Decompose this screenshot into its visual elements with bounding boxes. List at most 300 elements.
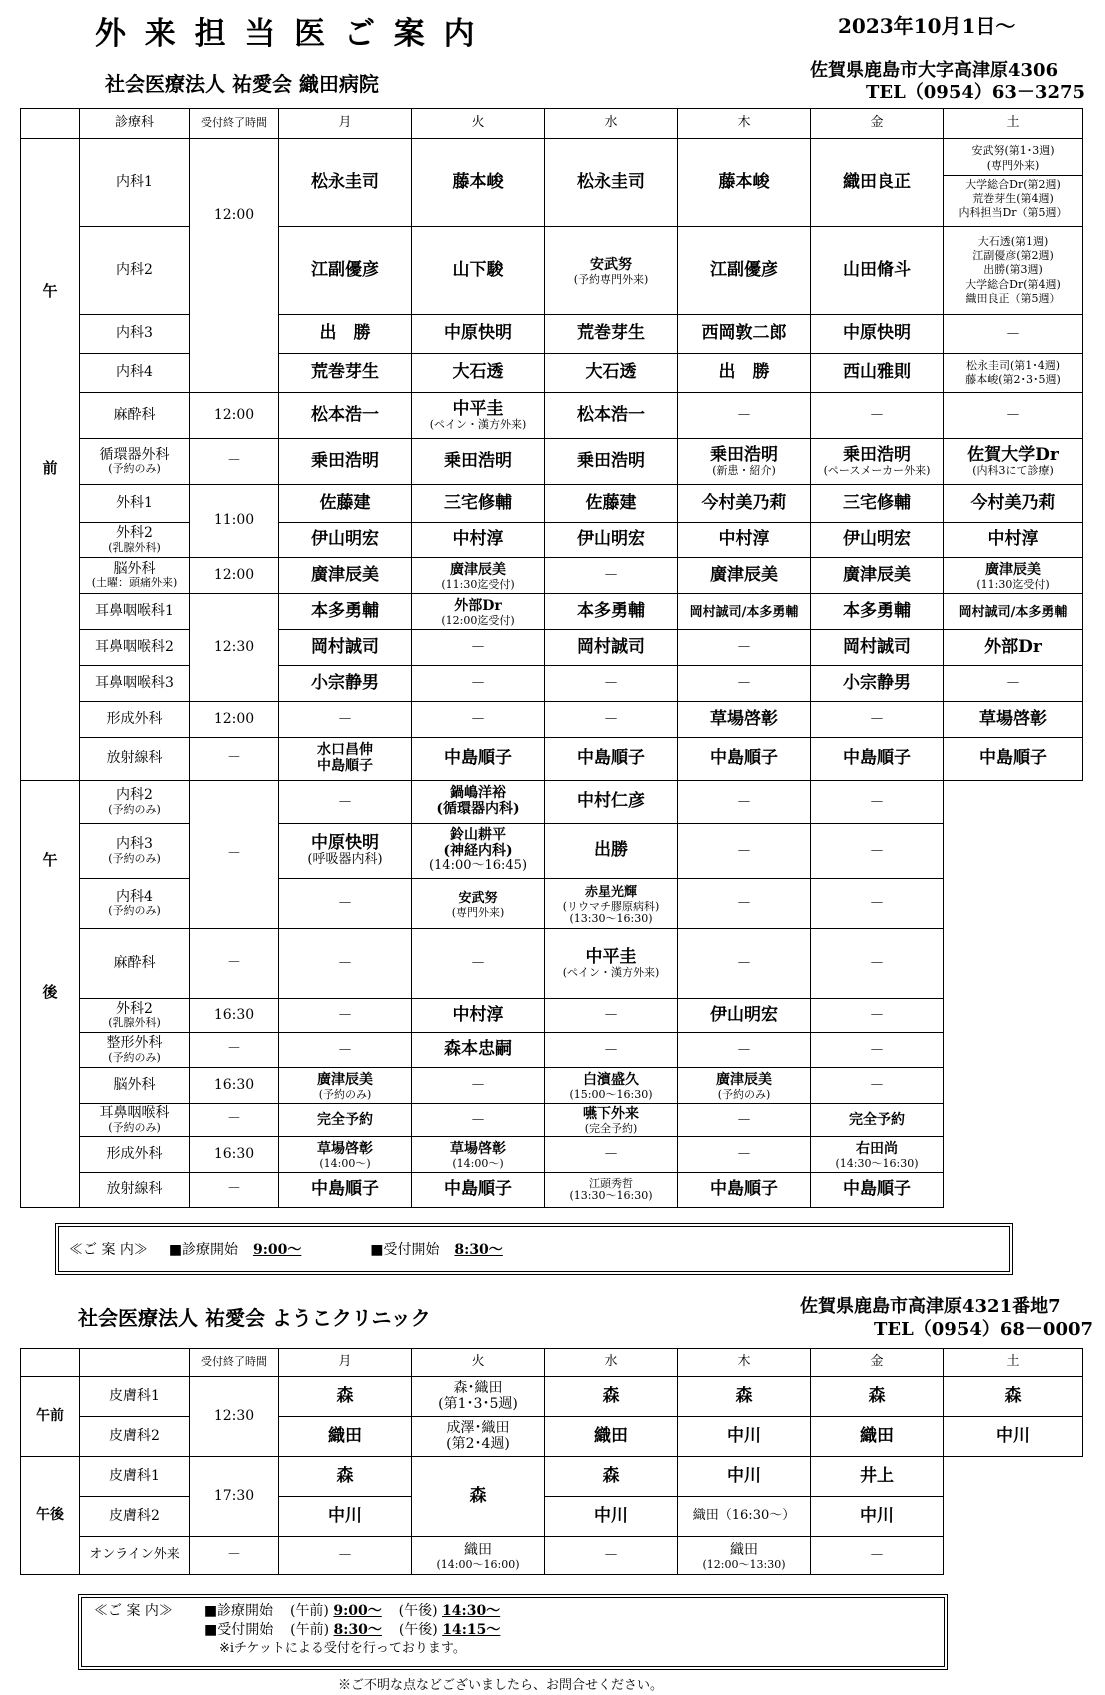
notice-reception-am: 8:30～ [333, 1621, 382, 1638]
doctor-cell: 乗田浩明 [412, 439, 545, 485]
doctor-cell: 中島順子 [678, 738, 811, 781]
table-row [21, 666, 1083, 702]
doctor-cell: － [545, 702, 678, 738]
doctor-cell: 中島順子 [545, 738, 678, 781]
table-row [21, 1033, 1083, 1068]
doctor-cell: 外部Dr [944, 630, 1083, 666]
reception-time: 12:30 [190, 1377, 279, 1457]
doctor-cell: 荒巻芽生 [279, 354, 412, 393]
doctor-cell [678, 439, 811, 485]
doctor-cell: 出勝 [545, 824, 678, 879]
doctor-note: (14:00～) [452, 1156, 504, 1170]
doctor-cell: 出 勝 [678, 354, 811, 393]
header-tue: 火 [412, 109, 545, 139]
sat-note: 松永圭司(第1･4週) [965, 358, 1061, 372]
dept-cell: 外科1 [80, 485, 190, 523]
header-thu: 木 [678, 1349, 811, 1377]
doctor-note: (予約のみ) [717, 1087, 771, 1101]
doctor-cell [279, 738, 412, 781]
table-row [21, 139, 1083, 227]
doctor-cell: 今村美乃莉 [944, 485, 1083, 523]
doctor-cell: － [545, 558, 678, 594]
table-row [21, 1497, 1083, 1537]
doctor-cell: 森 [678, 1377, 811, 1417]
doctor-cell: － [279, 702, 412, 738]
dept-cell: 内科3 [80, 315, 190, 354]
doctor-cell: 藤本峻 [678, 139, 811, 227]
doctor-cell: － [944, 666, 1083, 702]
dept-cell [80, 999, 190, 1033]
doctor-cell [412, 594, 545, 630]
doctor-cell: － [678, 1104, 811, 1137]
doctor-name: 鈴山耕平 [450, 827, 506, 844]
doctor-cell: － [412, 702, 545, 738]
doctor-name: 赤星光輝 [584, 884, 637, 900]
doctor-name: 右田尚 [856, 1140, 898, 1157]
doctor-cell: 中島順子 [811, 1173, 944, 1208]
doctor-cell-sat [944, 227, 1083, 315]
doctor-cell: 中川 [279, 1497, 412, 1537]
doctor-note: (専門外来) [451, 905, 505, 919]
doctor-cell: － [678, 781, 811, 824]
header-wed: 水 [545, 109, 678, 139]
doctor-cell: － [678, 666, 811, 702]
table-row [21, 702, 1083, 738]
reception-time: － [190, 1033, 279, 1068]
doctor-cell: 佐藤建 [279, 485, 412, 523]
doctor-cell: 廣津辰美 [279, 558, 412, 594]
doctor-cell: 乗田浩明 [279, 439, 412, 485]
doctor-cell-sat [944, 139, 1083, 227]
reception-time: － [190, 738, 279, 781]
doctor-cell: － [811, 999, 944, 1033]
reception-time: 12:00 [213, 206, 255, 223]
header-fri: 金 [811, 1349, 944, 1377]
doctor-name: 草場啓彰 [450, 1140, 506, 1157]
doctor-note: (14:00～16:00) [436, 1557, 520, 1571]
dept-cell [80, 879, 190, 929]
doctor-cell: 中村淳 [412, 999, 545, 1033]
doctor-name: 安武努 [458, 890, 498, 906]
doctor-cell: － [811, 879, 944, 929]
doctor-name: 廣津辰美 [985, 561, 1041, 578]
doctor-name: 佐賀大学Dr [967, 444, 1059, 465]
doctor-name: 織田 [730, 1541, 758, 1558]
dept-cell: 内科2 [80, 227, 190, 315]
doctor-cell: － [678, 824, 811, 879]
table-row [21, 1104, 1083, 1137]
dept-note: (乳腺外科) [108, 540, 161, 554]
dept-name: 内科3 [116, 836, 153, 852]
reception-time: － [190, 439, 279, 485]
reception-time: 12:00 [190, 558, 279, 594]
sat-note: 藤本峻(第2･3･5週) [965, 373, 1061, 386]
dept-cell [80, 439, 190, 485]
dept-name: 循環器外科 [99, 446, 170, 463]
header-sat: 土 [944, 109, 1083, 139]
doctor-cell: 中島順子 [412, 1173, 545, 1208]
dept-cell: 耳鼻咽喉科1 [80, 594, 190, 630]
doctor-cell [412, 781, 545, 824]
doctor-cell: － [279, 1537, 412, 1575]
doctor-note: (予約専門外来) [573, 272, 649, 286]
doctor-name: 中平圭 [452, 398, 504, 419]
doctor-cell: － [279, 781, 412, 824]
pm-label [21, 781, 80, 1208]
doctor-cell: － [545, 666, 678, 702]
doctor-cell: － [678, 1137, 811, 1173]
doctor-cell: 大石透 [545, 354, 678, 393]
header-row [21, 109, 1083, 139]
doctor-cell: － [412, 1104, 545, 1137]
doctor-cell: － [279, 929, 412, 999]
doctor-cell [678, 1497, 811, 1537]
header-row [21, 1349, 1083, 1377]
doctor-name: 嚥下外来 [583, 1106, 639, 1123]
notice-start-am: 9:00～ [333, 1603, 382, 1619]
footer-note: ※ご不明な点などございましたら、お問合せください。 [338, 1678, 664, 1693]
notice-reception-label: ■受付開始 [370, 1242, 440, 1258]
reception-time-cell [190, 139, 279, 393]
table-row [21, 1537, 1083, 1575]
doctor-cell: 小宗静男 [279, 666, 412, 702]
doctor-cell: 森 [545, 1457, 678, 1497]
doctor-cell: 中川 [811, 1497, 944, 1537]
doctor-cell: 伊山明宏 [678, 999, 811, 1033]
notice-start-label: ■診療開始 [203, 1603, 274, 1619]
sat-note: 安武努(第1･3週) [971, 144, 1055, 158]
sat-note: 大石透(第1週) [977, 234, 1049, 248]
doctor-cell: － [678, 630, 811, 666]
dept-cell: オンライン外来 [80, 1537, 190, 1575]
header-mon: 月 [279, 1349, 412, 1377]
doctor-name: 乗田浩明 [843, 444, 911, 465]
dept-note: (予約のみ) [108, 802, 161, 816]
corner-cell [80, 1349, 190, 1377]
doctor-cell: － [678, 929, 811, 999]
doctor-cell [811, 1137, 944, 1173]
doctor-cell: 伊山明宏 [811, 523, 944, 558]
doctor-cell: 森 [279, 1457, 412, 1497]
doctor-cell: 草場啓彰 [678, 702, 811, 738]
doctor-cell: 廣津辰美 [811, 558, 944, 594]
doctor-note: (リウマチ膠原病科) [562, 899, 660, 913]
dept-name: 外科2 [116, 1000, 153, 1017]
doctor-cell: 森本忠嗣 [412, 1033, 545, 1068]
doctor-cell: 西山雅則 [811, 354, 944, 393]
doctor-cell: － [279, 879, 412, 929]
doctor-name: 江頭秀哲 [589, 1176, 633, 1190]
doctor-cell [545, 227, 678, 315]
am-label: 午前 [21, 1377, 80, 1457]
notice-start-label: ■診療開始 [168, 1242, 239, 1258]
header-reception-end: 受付終了時間 [190, 109, 279, 139]
table-row [21, 1068, 1083, 1104]
doctor-cell: 中村淳 [678, 523, 811, 558]
doctor-cell [545, 1104, 678, 1137]
doctor-name: 廣津辰美 [716, 1071, 772, 1088]
doctor-cell: 森 [811, 1377, 944, 1417]
doctor-cell: 中川 [678, 1457, 811, 1497]
doctor-cell: － [545, 1137, 678, 1173]
doctor-cell: 出 勝 [279, 315, 412, 354]
doctor-note: (12:00～13:30) [702, 1557, 786, 1571]
dept-name: 内科2 [116, 787, 153, 803]
dept-cell [80, 781, 190, 824]
doctor-cell: 三宅修輔 [412, 485, 545, 523]
hospital-schedule-table [20, 108, 1083, 1208]
doctor-cell [545, 1068, 678, 1104]
dept-cell: 放射線科 [80, 1173, 190, 1208]
header-tue: 火 [412, 1349, 545, 1377]
sat-note: 内科担当Dr（第5週） [958, 206, 1068, 220]
doctor-cell: 織田 [279, 1417, 412, 1457]
sat-note: 江副優彦(第2週) [972, 249, 1054, 263]
table-row [21, 439, 1083, 485]
doctor-cell: － [944, 393, 1083, 439]
doctor-cell: － [545, 1033, 678, 1068]
doctor-name: 草場啓彰 [317, 1140, 373, 1157]
header-wed: 水 [545, 1349, 678, 1377]
doctor-name: 完全予約 [849, 1112, 905, 1129]
doctor-note: (14:00～) [319, 1156, 371, 1170]
doctor-cell: 三宅修輔 [811, 485, 944, 523]
pm-label-2: 後 [42, 983, 58, 1001]
doctor-note: (ペイン・漢方外来) [429, 417, 527, 431]
doctor-cell: 森 [944, 1377, 1083, 1417]
doctor-name: 織田（16:30～） [692, 1508, 796, 1524]
doctor-cell: － [678, 879, 811, 929]
notice-iticket: ※iチケットによる受付を行っております。 [219, 1640, 466, 1656]
doctor-cell [279, 1104, 412, 1137]
notice-box-clinic [78, 1594, 948, 1670]
clinic-schedule-table [20, 1348, 1083, 1575]
doctor-cell: － [811, 929, 944, 999]
doctor-cell: 本多勇輔 [811, 594, 944, 630]
table-row [21, 781, 1083, 824]
table-row [21, 879, 1083, 929]
table-row [21, 393, 1083, 439]
table-row [21, 315, 1083, 354]
table-row [21, 1377, 1083, 1417]
doctor-cell [678, 594, 811, 630]
doctor-cell: － [545, 999, 678, 1033]
doctor-cell: － [811, 824, 944, 879]
doctor-note: (12:00迄受付) [441, 613, 515, 627]
doctor-name: 鍋嶋洋裕 [450, 785, 506, 802]
doctor-name: 岡村誠司/本多勇輔 [958, 604, 1068, 620]
table-row [21, 485, 1083, 523]
dept-cell: 皮膚科2 [80, 1497, 190, 1537]
doctor-note: (予約のみ) [318, 1087, 372, 1101]
table-row [21, 630, 1083, 666]
notice-start-time: 9:00～ [252, 1242, 302, 1258]
doctor-name: 外部Dr [454, 597, 502, 614]
dept-cell: 内科4 [80, 354, 190, 393]
hospital-address: 佐賀県鹿島市大字高津原4306 [810, 60, 1059, 81]
sat-note: 大学総合Dr(第2週) [965, 177, 1061, 191]
reception-time: 12:00 [190, 702, 279, 738]
doctor-cell [412, 393, 545, 439]
dept-cell: 放射線科 [80, 738, 190, 781]
dept-cell: 耳鼻咽喉科2 [80, 630, 190, 666]
doctor-cell: 森 [279, 1377, 412, 1417]
hospital-name: 社会医療法人 祐愛会 織田病院 [105, 72, 379, 96]
doctor-cell [811, 439, 944, 485]
doctor-cell [412, 1537, 545, 1575]
corner-cell [21, 1349, 80, 1377]
doctor-name: 成澤･織田 [446, 1419, 510, 1436]
sat-note: (専門外来) [986, 158, 1040, 172]
page-title: 外 来 担 当 医 ご 案 内 [95, 16, 479, 52]
dept-cell [80, 558, 190, 594]
clinic-name: 社会医療法人 祐愛会 ようこクリニック [78, 1306, 431, 1330]
doctor-cell [412, 879, 545, 929]
doctor-cell: 松永圭司 [545, 139, 678, 227]
corner-cell [21, 109, 80, 139]
dept-cell [80, 523, 190, 558]
reception-time: 16:30 [190, 999, 279, 1033]
reception-time: － [190, 1104, 279, 1137]
doctor-note: (ペイン・漢方外来) [562, 965, 660, 979]
doctor-cell: 森 [545, 1377, 678, 1417]
am-label-2: 前 [42, 458, 58, 477]
doctor-cell [279, 1137, 412, 1173]
doctor-cell: 中島順子 [279, 1173, 412, 1208]
doctor-cell: 中川 [545, 1497, 678, 1537]
dept-name: 耳鼻咽喉科 [99, 1105, 170, 1121]
table-row [21, 227, 1083, 315]
doctor-cell: 中原快明 [811, 315, 944, 354]
doctor-cell: 中島順子 [412, 738, 545, 781]
doctor-name: 中原快明 [311, 833, 379, 854]
doctor-cell: 伊山明宏 [545, 523, 678, 558]
doctor-cell: － [811, 1033, 944, 1068]
doctor-note: (14:30～16:30) [835, 1156, 919, 1170]
doctor-note: (11:30迄受付) [441, 577, 515, 591]
doctor-cell: 岡村誠司 [279, 630, 412, 666]
doctor-name: 廣津辰美 [317, 1071, 373, 1088]
doctor-cell: 江副優彦 [279, 227, 412, 315]
doctor-cell: － [811, 393, 944, 439]
doctor-name: 岡村誠司/本多勇輔 [689, 604, 799, 620]
doctor-note: (13:30～16:30) [569, 912, 653, 926]
doctor-name: 織田 [464, 1541, 492, 1558]
doctor-cell: 佐藤建 [545, 485, 678, 523]
table-row [21, 1417, 1083, 1457]
dept-cell [80, 1104, 190, 1137]
doctor-cell: － [678, 1033, 811, 1068]
notice-am-label: (午前) [289, 1603, 329, 1619]
clinic-address: 佐賀県鹿島市高津原4321番地7 [800, 1296, 1061, 1317]
table-row [21, 523, 1083, 558]
doctor-note: (15:00～16:30) [569, 1087, 653, 1101]
table-row [21, 824, 1083, 879]
notice-reception-time: 8:30～ [454, 1242, 503, 1258]
doctor-cell: － [412, 630, 545, 666]
doctor-name: 水口昌伸 [317, 742, 373, 759]
doctor-cell: 織田 [545, 1417, 678, 1457]
hospital-tel: TEL（0954）63－3275 [866, 82, 1086, 103]
doctor-name: 安武努 [590, 256, 632, 273]
doctor-cell: 藤本峻 [412, 139, 545, 227]
doctor-cell: 織田 [811, 1417, 944, 1457]
doctor-note: (新患・紹介) [712, 463, 776, 477]
doctor-cell: 中島順子 [678, 1173, 811, 1208]
reception-time: 12:00 [190, 393, 279, 439]
notice-reception-pm: 14:15～ [442, 1621, 501, 1638]
doctor-cell [545, 1173, 678, 1208]
doctor-cell: 本多勇輔 [279, 594, 412, 630]
doctor-cell: 中村淳 [412, 523, 545, 558]
doctor-cell: － [279, 1033, 412, 1068]
doctor-name: 中平圭 [585, 946, 637, 967]
doctor-cell [944, 439, 1083, 485]
dept-name: 脳外科 [113, 560, 156, 577]
sat-note: 出勝(第3週) [983, 263, 1043, 277]
doctor-cell: 井上 [811, 1457, 944, 1497]
doctor-cell-sat [944, 354, 1083, 393]
dept-cell: 脳外科 [80, 1068, 190, 1104]
doctor-cell: 山下駿 [412, 227, 545, 315]
sat-note: 大学総合Dr(第4週) [965, 277, 1061, 291]
table-row [21, 1137, 1083, 1173]
reception-time: － [190, 1537, 279, 1575]
doctor-note: (14:00～16:45) [428, 858, 528, 874]
doctor-note: (内科3にて診療) [972, 463, 1054, 477]
doctor-cell: 山田脩斗 [811, 227, 944, 315]
doctor-note: (呼吸器内科) [307, 852, 383, 868]
header-sat: 土 [944, 1349, 1083, 1377]
reception-time: 16:30 [190, 1137, 279, 1173]
doctor-cell [811, 1104, 944, 1137]
dept-cell: 皮膚科1 [80, 1377, 190, 1417]
doctor-cell: 中村仁彦 [545, 781, 678, 824]
table-row [21, 594, 1083, 630]
table-row [21, 738, 1083, 781]
notice-box-hospital [55, 1223, 1013, 1275]
doctor-name: 森･織田 [453, 1379, 503, 1396]
notice-start-pm: 14:30～ [442, 1603, 501, 1619]
doctor-cell: 本多勇輔 [545, 594, 678, 630]
reception-time: － [190, 781, 279, 929]
doctor-cell [678, 1537, 811, 1575]
notice-label: ≪ご 案 内≫ [94, 1603, 173, 1619]
reception-time: － [190, 1173, 279, 1208]
doctor-cell [944, 594, 1083, 630]
doctor-name: 中島順子 [317, 758, 373, 774]
dept-note: (予約のみ) [108, 1120, 161, 1134]
doctor-cell: 松本浩一 [279, 393, 412, 439]
reception-time: 12:30 [190, 594, 279, 702]
am-label [21, 139, 80, 781]
doctor-cell [412, 1377, 545, 1417]
effective-date: 2023年10月1日～ [838, 14, 1016, 38]
doctor-cell: － [412, 929, 545, 999]
dept-cell: 皮膚科2 [80, 1417, 190, 1457]
doctor-cell: 岡村誠司 [545, 630, 678, 666]
doctor-cell: － [944, 315, 1083, 354]
doctor-cell: 織田良正 [811, 139, 944, 227]
doctor-cell: － [811, 781, 944, 824]
doctor-name: 完全予約 [317, 1112, 373, 1129]
doctor-cell: 西岡敦二郎 [678, 315, 811, 354]
sat-note: 織田良正（第5週） [965, 291, 1061, 305]
doctor-cell: 中島順子 [944, 738, 1083, 781]
doctor-cell: － [412, 666, 545, 702]
doctor-cell [545, 929, 678, 999]
doctor-cell: － [545, 1537, 678, 1575]
